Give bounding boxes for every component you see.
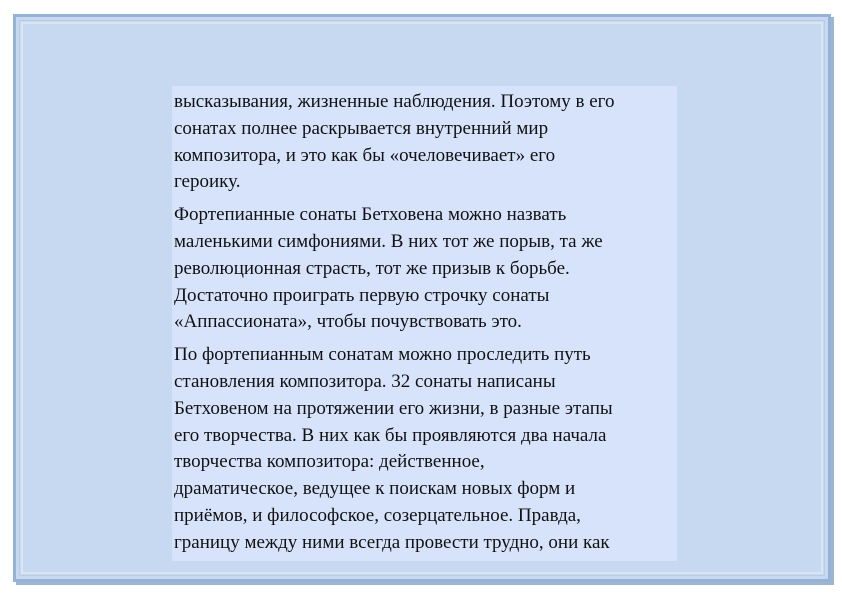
text-line: революционная страсть, тот же призыв к борьбе. (174, 257, 570, 279)
text-block (172, 86, 677, 561)
text-line: становления композитора. 32 сонаты написаны (174, 370, 556, 392)
paragraph-1 (174, 89, 677, 196)
paragraph-3 (174, 342, 677, 556)
text-line: Бетховеном на протяжении его жизни, в разные этапы (174, 397, 613, 419)
text-line: сонатах полнее раскрывается внутренний мир (174, 117, 549, 139)
text-line: героику. (174, 171, 241, 193)
text-line: высказывания, жизненные наблюдения. Поэтому в его (174, 91, 615, 112)
text-line: По фортепианным сонатам можно проследить путь (174, 344, 591, 366)
text-line: границу между ними всегда провести трудно, они как (174, 531, 610, 553)
text-line: творчества композитора: действенное, (174, 451, 485, 473)
text-line: приёмов, и философское, созерцательное. Правда, (174, 504, 581, 526)
text-line: его творчества. В них как бы проявляются два начала (174, 424, 607, 446)
text-line: Фортепианные сонаты Бетховена можно назвать (174, 204, 567, 226)
text-line: маленькими симфониями. В них тот же порыв, та же (174, 230, 603, 252)
text-line: «Аппассионата», чтобы почувствовать это. (174, 311, 522, 333)
text-line: композитора, и это как бы «очеловечивает» его (174, 144, 556, 166)
paragraph-2 (174, 202, 677, 336)
text-line: Достаточно проиграть первую строчку сонаты (174, 284, 550, 306)
slide-frame (13, 14, 831, 582)
text-line: драматическое, ведущее к поискам новых форм и (174, 478, 576, 500)
